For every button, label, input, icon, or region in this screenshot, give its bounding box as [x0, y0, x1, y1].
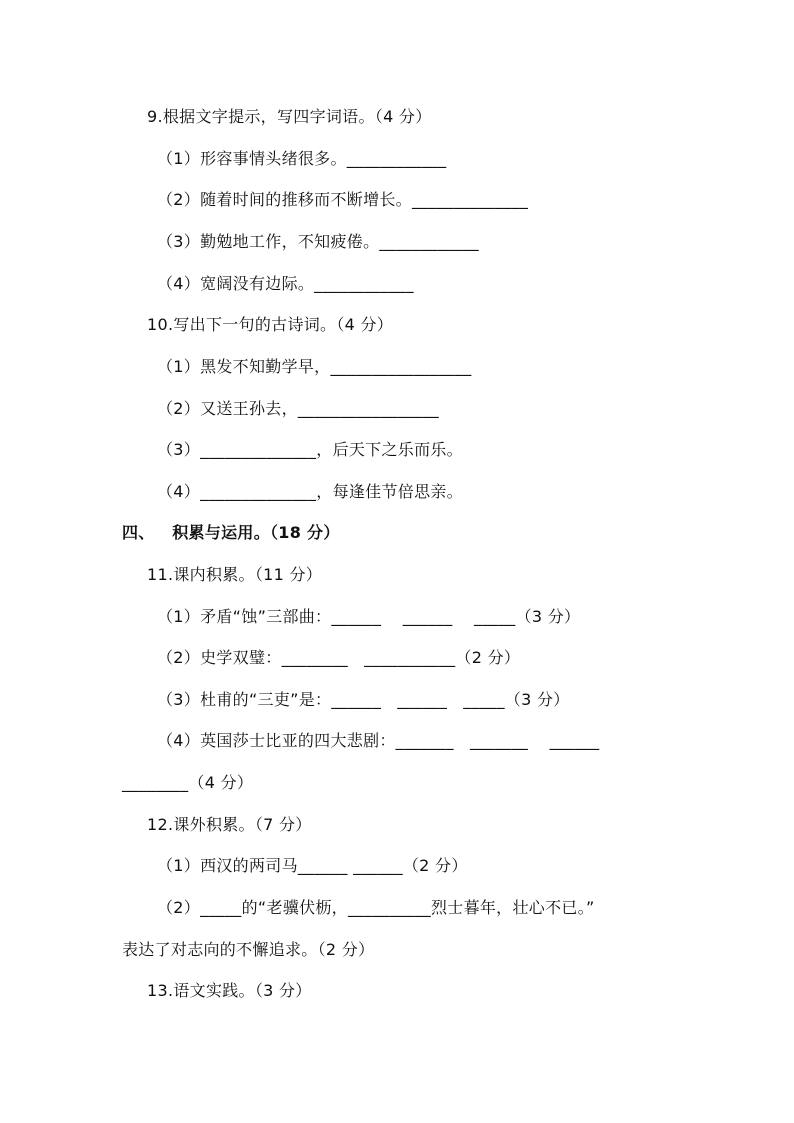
question-9-item-4: （4）宽阔没有边际。____________ [157, 274, 414, 293]
question-10-item-1: （1）黑发不知勤学早，_________________ [157, 357, 472, 376]
question-10-title: 10.写出下一句的古诗词。（4 分） [147, 315, 394, 334]
question-11-item-2: （2）史学双璧：________ ___________（2 分） [157, 648, 521, 667]
question-12-item-1: （1）西汉的两司马______ ______（2 分） [157, 856, 468, 875]
question-9-item-3: （3）勤勉地工作，不知疲倦。____________ [157, 232, 479, 251]
question-9-title: 9.根据文字提示，写四字词语。（4 分） [147, 107, 432, 126]
section-4-heading: 四、 积累与运用。（18 分） [122, 523, 340, 542]
question-13-title: 13.语文实践。（3 分） [147, 981, 312, 1000]
question-10-item-3: （3）______________，后天下之乐而乐。 [157, 440, 463, 459]
question-10-item-4: （4）______________，每逢佳节倍思亲。 [157, 482, 463, 501]
question-12-item-2: （2）_____的“老骥伏枥，__________烈士暮年，壮心不已。” [157, 898, 595, 917]
question-11-item-3: （3）杜甫的“三吏”是：______ ______ _____（3 分） [157, 690, 570, 709]
question-11-item-4: （4）英国莎士比亚的四大悲剧：_______ _______ ______ [157, 731, 600, 750]
question-9-item-2: （2）随着时间的推移而不断增长。______________ [157, 190, 529, 209]
question-11-title: 11.课内积累。（11 分） [147, 565, 323, 584]
question-11-item-4-continued: ________（4 分） [122, 773, 254, 792]
question-12-title: 12.课外积累。（7 分） [147, 815, 312, 834]
question-12-item-2-continued: 表达了对志向的不懈追求。（2 分） [122, 940, 375, 959]
question-10-item-2: （2）又送王孙去，_________________ [157, 399, 439, 418]
question-9-item-1: （1）形容事情头绪很多。____________ [157, 149, 447, 168]
question-11-item-1: （1）矛盾“蚀”三部曲：______ ______ _____（3 分） [157, 607, 581, 626]
